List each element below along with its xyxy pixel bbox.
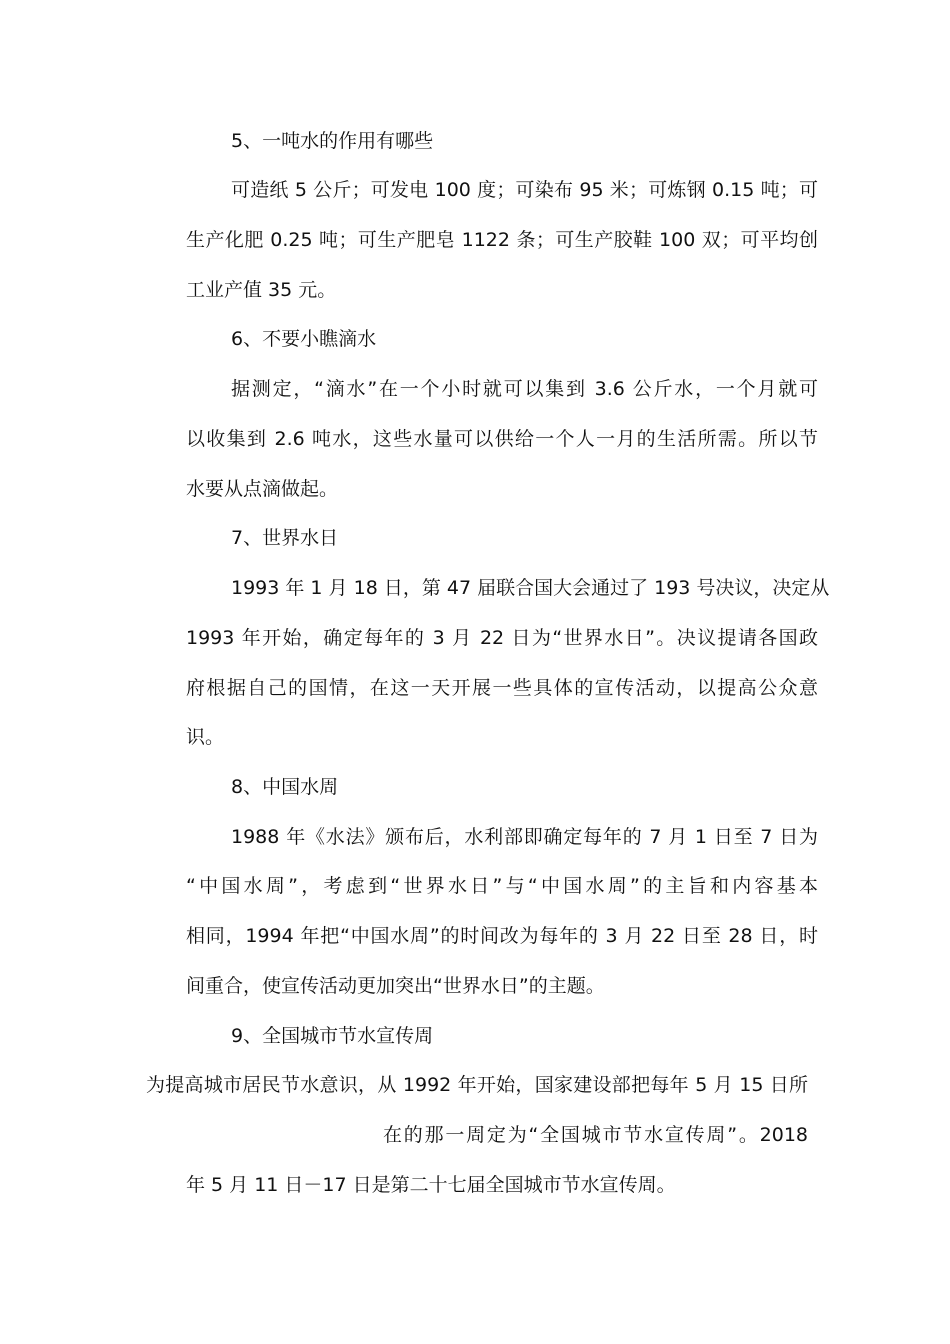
paragraph-line: “中国水周”，考虑到“世界水日”与“中国水周”的主旨和内容基本 [186, 875, 818, 897]
paragraph-line: 生产化肥 0.25 吨；可生产肥皂 1122 条；可生产胶鞋 100 双；可平均创 [186, 229, 818, 251]
paragraph-line: 年 5 月 11 日－17 日是第二十七届全国城市节水宣传周。 [186, 1174, 676, 1196]
paragraph-line: 识。 [186, 726, 225, 748]
paragraph-line: 可造纸 5 公斤；可发电 100 度；可染布 95 米；可炼钢 0.15 吨；可 [231, 179, 818, 201]
paragraph-line: 相同，1994 年把“中国水周”的时间改为每年的 3 月 22 日至 28 日，时 [186, 925, 818, 947]
paragraph-line: 为提高城市居民节水意识，从 1992 年开始，国家建设部把每年 5 月 15 日所 [146, 1074, 808, 1096]
section-heading: 6、不要小瞧滴水 [231, 328, 377, 350]
paragraph-line: 以收集到 2.6 吨水，这些水量可以供给一个人一月的生活所需。所以节 [186, 428, 818, 450]
section-heading: 9、全国城市节水宣传周 [231, 1025, 434, 1047]
paragraph-line: 1988 年《水法》颁布后，水利部即确定每年的 7 月 1 日至 7 日为 [231, 826, 818, 848]
paragraph-line: 水要从点滴做起。 [186, 478, 339, 500]
paragraph-line: 间重合，使宣传活动更加突出“世界水日”的主题。 [186, 975, 605, 997]
paragraph-line: 工业产值 35 元。 [186, 279, 337, 301]
section-heading: 5、一吨水的作用有哪些 [231, 130, 434, 152]
section-heading: 8、中国水周 [231, 776, 339, 798]
paragraph-line: 1993 年 1 月 18 日，第 47 届联合国大会通过了 193 号决议，决定从 [231, 577, 830, 599]
paragraph-line: 据测定，“滴水”在一个小时就可以集到 3.6 公斤水，一个月就可 [231, 378, 818, 400]
paragraph-line: 1993 年开始，确定每年的 3 月 22 日为“世界水日”。决议提请各国政 [186, 627, 818, 649]
paragraph-line: 府根据自己的国情，在这一天开展一些具体的宣传活动，以提高公众意 [186, 677, 818, 699]
paragraph-line: 在的那一周定为“全国城市节水宣传周”。2018 [383, 1124, 808, 1146]
section-heading: 7、世界水日 [231, 527, 339, 549]
